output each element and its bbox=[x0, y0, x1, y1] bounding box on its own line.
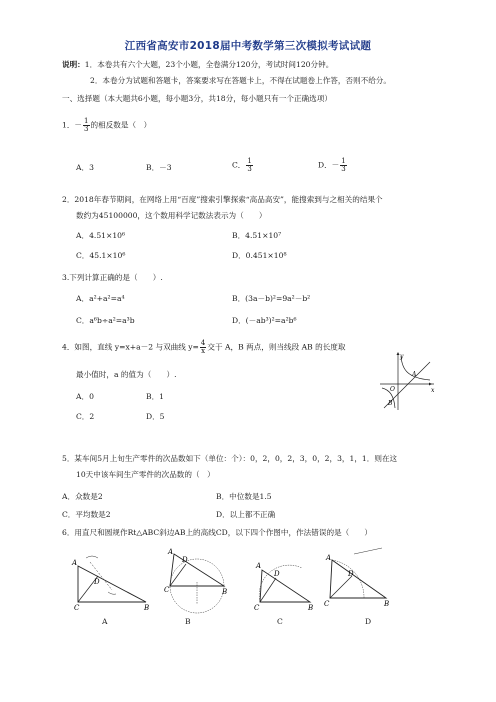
q1-option-c: C． $\frac{1}{3}$ bbox=[232, 157, 252, 173]
label-d: D bbox=[348, 570, 354, 578]
q4-graph-figure bbox=[378, 350, 436, 412]
instructions-line-2: 2．本卷分为试题和答题卡，答案要求写在答题卡上，不得在试题卷上作答，否则不给分。 bbox=[90, 76, 391, 85]
construction-line bbox=[354, 548, 382, 554]
question-3-stem: 3.下列计算正确的是（ ）. bbox=[62, 273, 163, 282]
label-b: B bbox=[308, 604, 314, 612]
arc bbox=[259, 565, 302, 602]
question-4-line-2: 最小值时，a 的值为（ ）. bbox=[76, 370, 177, 379]
triangle bbox=[170, 554, 224, 586]
label-b: B bbox=[144, 604, 150, 612]
x-label: x bbox=[431, 387, 435, 394]
q4-option-c: C．2 bbox=[76, 412, 95, 421]
q4-option-d: D．5 bbox=[146, 412, 165, 421]
altitude-cd bbox=[330, 576, 352, 598]
triangle bbox=[330, 560, 386, 598]
question-4-line-1: 4．如图，直线 y=x+a－2 与双曲线 y= $\frac{4}{x}$ 交于 A，B 两点，则当线段 AB 的长度取 bbox=[62, 339, 346, 355]
q6-figure-c bbox=[252, 550, 318, 612]
instructions-label: 说明： bbox=[62, 60, 85, 69]
q2-option-d: D．0.451×10⁸ bbox=[232, 251, 287, 260]
q3-option-c: C．a⁶b÷a²=a³b bbox=[76, 316, 135, 325]
label-d: D bbox=[274, 570, 280, 578]
label-d: D bbox=[182, 556, 188, 564]
figure-caption-d: D bbox=[365, 617, 372, 626]
fraction: $\frac{1}{3}$ bbox=[84, 117, 89, 133]
q2-option-a: A．4.51×10⁶ bbox=[76, 231, 126, 240]
q1-option-b: B．－3 bbox=[146, 163, 172, 172]
q5-option-b: B．中位数是1.5 bbox=[216, 492, 272, 501]
figure-caption-a: A bbox=[102, 617, 108, 626]
label-d: D bbox=[94, 578, 100, 586]
q3-option-d: D．(－ab³)²=a²b⁶ bbox=[232, 316, 297, 325]
question-5-line-1: 5．某车间5月上旬生产零件的次品数如下（单位：个）：0，2，0，2，3，0，2，3，1，1．则在这 bbox=[62, 454, 398, 463]
question-1-stem: 1．－ $\frac{1}{3}$ 的相反数是（ ） bbox=[62, 117, 152, 133]
figure-caption-c: C bbox=[277, 617, 283, 626]
q6-figure-a bbox=[72, 548, 154, 610]
q1-option-a: A．3 bbox=[76, 163, 94, 172]
label-a: A bbox=[256, 562, 262, 570]
point-b-label: B bbox=[388, 400, 393, 407]
q2-option-b: B．4.51×10⁷ bbox=[232, 231, 282, 240]
q4-option-a: A．0 bbox=[76, 392, 94, 401]
label-a: A bbox=[326, 554, 332, 562]
triangle bbox=[260, 570, 310, 602]
question-2-line-1: 2．2018年春节期间，在网络上用“百度”搜索引擎探索“高品高安”，能搜索到与之相关的结果个 bbox=[62, 195, 383, 204]
q3-option-b: B．(3a－b)²=9a²－b² bbox=[232, 294, 311, 303]
q1-option-d: D．－ $\frac{1}{3}$ bbox=[318, 157, 346, 173]
triangle bbox=[78, 566, 146, 602]
label-c: C bbox=[324, 600, 330, 608]
point-a-label: A bbox=[412, 371, 417, 378]
y-label: y bbox=[400, 353, 404, 360]
q6-figure-d bbox=[324, 546, 394, 612]
arc bbox=[86, 556, 98, 558]
instructions-line-1: 说明：1．本卷共有六个大题，23个小题，全卷满分120分，考试时间120分钟。 bbox=[62, 60, 334, 69]
section-heading: 一、选择题（本大题共6小题，每小题3分，共18分，每小题只有一个正确选项） bbox=[62, 94, 332, 103]
label-b: B bbox=[384, 600, 390, 608]
label-c: C bbox=[164, 586, 170, 594]
x-axis-arrow bbox=[429, 383, 432, 386]
q5-option-d: D．以上都不正确 bbox=[216, 510, 276, 519]
label-a: A bbox=[72, 559, 78, 567]
q6-figure-b bbox=[164, 546, 230, 612]
figure-caption-b: B bbox=[185, 617, 191, 626]
origin-label: O bbox=[390, 386, 395, 393]
q3-option-a: A．a²+a²=a⁴ bbox=[76, 294, 125, 303]
q5-option-c: C．平均数是2 bbox=[62, 510, 111, 519]
question-2-line-2: 数约为45100000，这个数用科学记数法表示为（ ） bbox=[76, 211, 267, 220]
label-b: B bbox=[222, 588, 228, 596]
page-title: 江西省高安市2018届中考数学第三次模拟考试试题 bbox=[124, 40, 372, 52]
question-6-stem: 6．用直尺和圆规作Rt△ABC斜边AB上的高线CD，以下四个作图中，作法错误的是（ ） bbox=[62, 528, 373, 537]
label-a: A bbox=[168, 548, 174, 556]
arc bbox=[108, 592, 116, 594]
question-5-line-2: 10天中该车间生产零件的次品数的（ ） bbox=[76, 470, 215, 479]
q5-option-a: A．众数是2 bbox=[62, 492, 103, 501]
q2-option-c: C．45.1×10⁶ bbox=[76, 251, 126, 260]
q4-option-b: B．1 bbox=[146, 392, 165, 401]
label-c: C bbox=[74, 604, 80, 612]
label-c: C bbox=[254, 604, 260, 612]
